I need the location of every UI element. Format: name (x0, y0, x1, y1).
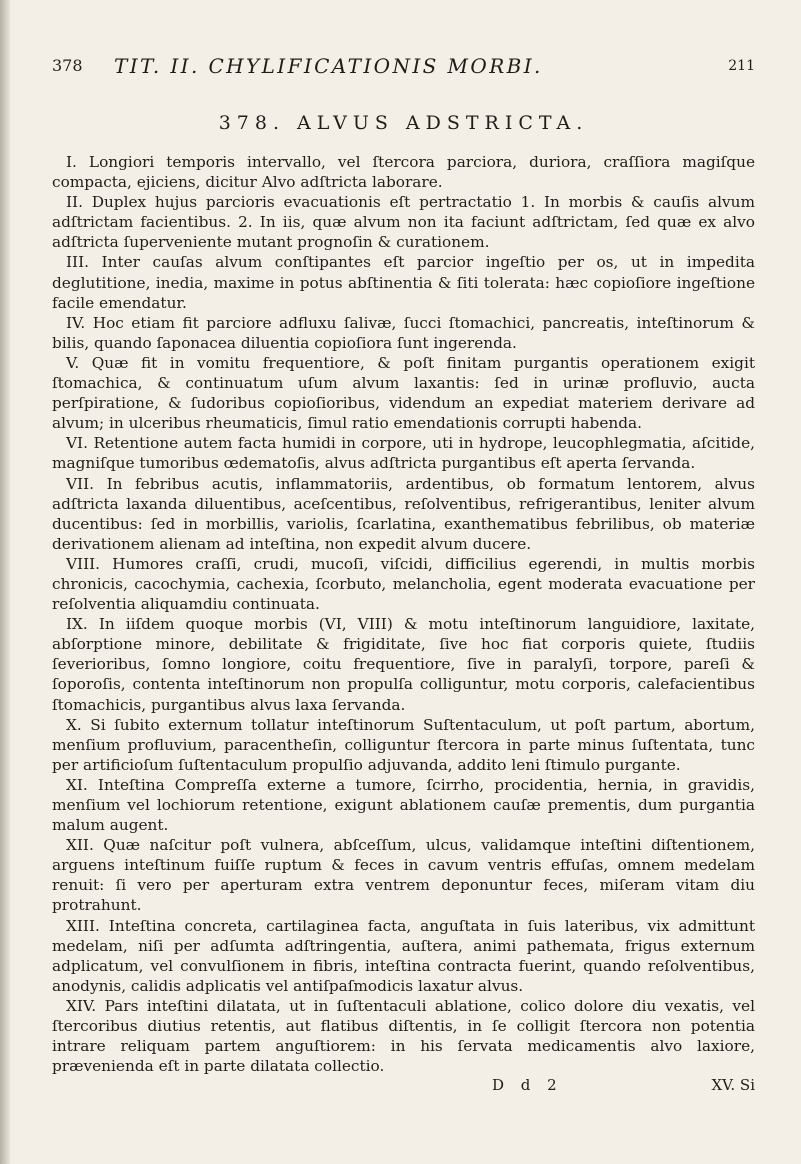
paragraph-7: VII. In febribus acutis, inflammatoriis, ardentibus, ob formatum lentorem, alvus adſtricta laxanda diluentibus, aceſcentibus, reſolventibus, refrigerantibus, leniter alvum ducentibus: ſed in morbillis, variolis, ſcarlatina, exanthematibus febrilibus, ob materiæ derivationem alienam ad inteſtina, non expedit alvum ducere. (52, 474, 755, 553)
paragraph-2: II. Duplex hujus parcioris evacuationis eſt pertractatio 1. In morbis & cauſis alvum adſtrictam facientibus. 2. In iis, quæ alvum non ita faciunt adſtrictam, ſed quæ ex alvo adſtricta ſuperveniente mutant prognoſin & curationem. (52, 193, 755, 252)
signature-mark: D d 2 (492, 1076, 563, 1095)
paragraph-11: XI. Inteſtina Compreſſa externe a tumore, ſcirrho, procidentia, hernia, in gravidis, menſium vel lochiorum retentione, exigunt ablationem cauſæ prementis, dum purgantia malum augent. (52, 775, 755, 835)
running-title: TIT. II. CHYLIFICATIONIS MORBI. (114, 54, 543, 78)
paragraph-1: I. Longiori temporis intervallo, vel ſtercora parciora, duriora, craſſiora magiſque compacta, ejiciens, dicitur Alvo adſtricta laborare. (52, 153, 755, 192)
paragraph-5: V. Quæ fit in vomitu frequentiore, & poſt finitam purgantis operationem exigit ſtomachica, & continuatum uſum alvum laxantis: ſed in urinæ profluvio, aucta perſpiratione, & ſudoribus copioſioribus, videndum an expediat materiem derivare ad alvum; in ulceribus rheumaticis, ſimul ratio emendationis corrupti habenda. (52, 353, 755, 433)
paragraph-4: IV. Hoc etiam fit parciore adfluxu ſalivæ, ſucci ſtomachici, pancreatis, inteſtinorum & bilis, quando ſaponacea diluentia copioſiora ſunt ingerenda. (52, 313, 755, 352)
catchword: XV. Si (711, 1076, 755, 1095)
paragraph-3: III. Inter cauſas alvum conſtipantes eſt parcior ingeſtio per os, ut in impedita deglutitione, inedia, maxime in potus abſtinentia & ſiti tolerata: hæc copioſiore ingeſtione facile emendatur. (52, 253, 755, 312)
paragraph-14: XIV. Pars inteſtini dilatata, ut in ſuſtentaculi ablatione, colico dolore diu vexatis, vel ſtercoribus diutius retentis, aut flatibus diſtentis, in ſe colligit ſtercora non potentia intrare reliquam partem anguſtiorem: in his ſervata medicamentis alvo laxiore, prævenienda eſt in parte dilatata collectio. (52, 996, 755, 1076)
paragraph-6: VI. Retentione autem facta humidi in corpore, uti in hydrope, leucophlegmatia, aſcitide, magniſque tumoribus œdematoſis, alvus adſtricta purgantibus eſt aperta ſervanda. (52, 434, 755, 473)
running-head (52, 50, 755, 82)
page-footer (52, 1076, 755, 1098)
page-number-left: 378 (52, 56, 83, 75)
page-number-right: 211 (728, 58, 755, 74)
paragraph-10: X. Si ſubito externum tollatur inteſtinorum Suſtentaculum, ut poſt partum, abortum, menſium profluvium, paracentheſin, colliguntur ſtercora in parte minus ſuſtentata, tunc per artificioſum ſuſtentaculum propulſio adjuvanda, addito leni ſtimulo purgante. (52, 715, 755, 774)
paragraph-13: XIII. Inteſtina concreta, cartilaginea facta, anguſtata in ſuis lateribus, vix admittunt medelam, niſi per adſumta adſtringentia, auſtera, animi pathemata, frigus externum adplicatum, vel convulſionem in fibris, inteſtina contracta fuerint, quando reſolventibus, anodynis, calidis adplicatis vel antiſpaſmodicis laxatur alvus. (52, 916, 755, 995)
body-text (52, 152, 755, 1076)
paragraph-8: VIII. Humores craſſi, crudi, mucoſi, viſcidi, difficilius egerendi, in multis morbis chronicis, cacochymia, cachexia, ſcorbuto, melancholia, egent moderata evacuatione per reſolventia aliquamdiu continuata. (52, 554, 755, 614)
section-heading: 378. ALVUS ADSTRICTA. (218, 112, 589, 134)
paragraph-12: XII. Quæ naſcitur poſt vulnera, abſceſſum, ulcus, validamque inteſtini diſtentionem, arguens inteſtinum fuiſſe ruptum & feces in cavum ventris effuſas, omnem medelam renuit: ſi vero per aperturam extra ventrem deponuntur feces, miſeram vitam diu protrahunt. (52, 836, 755, 915)
paragraph-9: IX. In iiſdem quoque morbis (VI, VIII) & motu inteſtinorum languidiore, laxitate, abſorptione minore, debilitate & frigiditate, ſive hoc fiat corporis quiete, ſtudiis ſeverioribus, ſomno longiore, coitu frequentiore, ſive in paralyſi, torpore, pareſi & ſoporoſis, contenta inteſtinorum non propulſa colliguntur, motu corporis, calefacientibus ſtomachicis, purgantibus alvus laxa ſervanda. (52, 615, 755, 714)
